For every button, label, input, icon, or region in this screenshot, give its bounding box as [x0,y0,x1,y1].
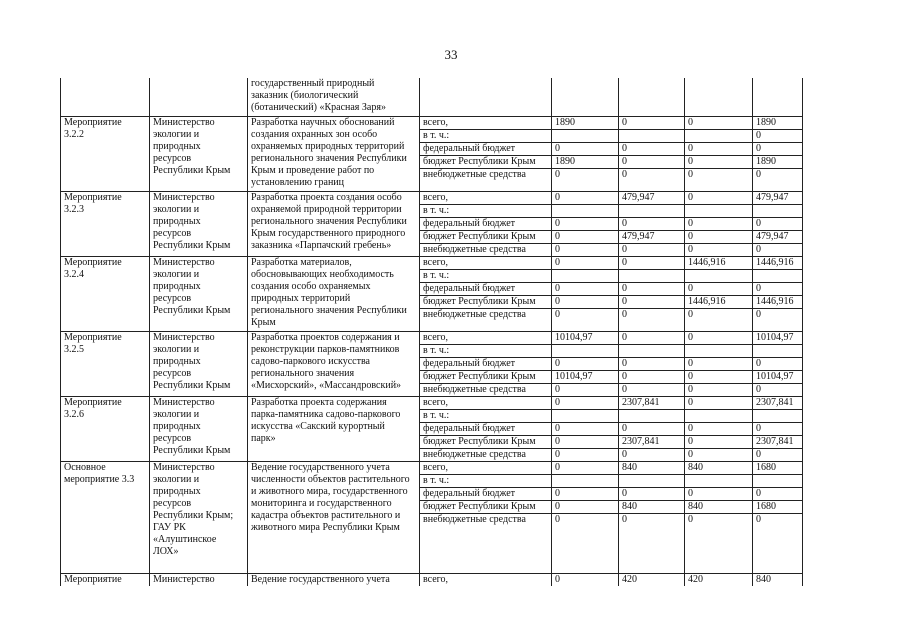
value-year-2: 0 [619,308,685,331]
value-year-2: 0 [619,116,685,129]
funding-source: федеральный бюджет [420,487,552,500]
value-year-1: 0 [552,448,619,461]
value-total: 0 [753,383,803,396]
table-row [61,331,803,344]
funding-source: в т. ч.: [420,474,552,487]
value-year-1: 0 [552,461,619,474]
value-year-2: 420 [619,573,685,586]
measure-executor: Министерство экологии и природных ресурсов Республики Крым [150,256,248,331]
value-year-1: 0 [552,282,619,295]
value-year-1: 0 [552,422,619,435]
measure-executor: Министерство экологии и природных ресурсов Республики Крым [150,331,248,396]
table-row [61,78,803,116]
measure-name: Разработка проекта создания особо охраняемой природной территории регионального значения Республики Крым государственного природного заказника «Парпачский гребень» [248,191,420,256]
funding-source: всего, [420,461,552,474]
value-year-2: 0 [619,357,685,370]
measure-id: Мероприятие 3.2.6 [61,396,150,461]
value-year-1 [552,409,619,422]
value-year-1: 0 [552,435,619,448]
value-year-1: 0 [552,243,619,256]
value-year-3: 0 [685,217,753,230]
measure-executor: Министерство экологии и природных ресурсов Республики Крым [150,191,248,256]
value-year-2: 479,947 [619,191,685,204]
value-year-1: 0 [552,230,619,243]
funding-source: всего, [420,573,552,586]
value-year-1: 1890 [552,155,619,168]
value-total: 1446,916 [753,256,803,269]
measure-id: Мероприятие 3.2.3 [61,191,150,256]
value-year-2 [619,269,685,282]
value-year-3: 0 [685,513,753,573]
funding-source: внебюджетные средства [420,243,552,256]
measure-id: Мероприятие 3.2.4 [61,256,150,331]
funding-source: федеральный бюджет [420,422,552,435]
funding-source: внебюджетные средства [420,308,552,331]
cell-name: государственный природный заказник (биологический (ботанический) «Красная Заря» [248,78,420,116]
value-year-3: 0 [685,383,753,396]
value-year-2: 0 [619,331,685,344]
value-year-2: 0 [619,513,685,573]
value-year-3: 0 [685,282,753,295]
value-total [753,474,803,487]
value-year-1 [552,204,619,217]
value-total: 1680 [753,500,803,513]
funding-source: в т. ч.: [420,269,552,282]
value-total: 0 [753,142,803,155]
value-year-1: 0 [552,357,619,370]
value-year-2: 479,947 [619,230,685,243]
measure-executor: Министерство экологии и природных ресурсов Республики Крым [150,396,248,461]
value-year-1 [552,474,619,487]
funding-source: федеральный бюджет [420,142,552,155]
value-total: 2307,841 [753,396,803,409]
value-year-1: 0 [552,308,619,331]
value-year-3: 0 [685,396,753,409]
value-total: 0 [753,282,803,295]
funding-source: внебюджетные средства [420,168,552,191]
funding-source: бюджет Республики Крым [420,295,552,308]
value-year-3: 0 [685,142,753,155]
value-year-3: 0 [685,422,753,435]
table-row [61,396,803,409]
value-year-2: 0 [619,422,685,435]
funding-source: внебюджетные средства [420,448,552,461]
value-year-3: 0 [685,331,753,344]
value-year-3: 0 [685,308,753,331]
value-year-3 [685,269,753,282]
funding-source: бюджет Республики Крым [420,370,552,383]
measure-name: Разработка проектов содержания и реконструкции парков-памятников садово-паркового искусства регионального значения «Мисхорский», «Массандровский» [248,331,420,396]
value-total: 840 [753,573,803,586]
table-row [61,191,803,204]
funding-source: в т. ч.: [420,204,552,217]
value-year-2: 0 [619,295,685,308]
cell-v2 [619,78,685,116]
funding-source: бюджет Республики Крым [420,435,552,448]
funding-source: всего, [420,116,552,129]
value-total: 0 [753,422,803,435]
value-year-2: 0 [619,487,685,500]
funding-source: в т. ч.: [420,409,552,422]
value-total: 1446,916 [753,295,803,308]
value-year-3: 0 [685,116,753,129]
value-year-2 [619,129,685,142]
value-year-2: 0 [619,155,685,168]
value-total [753,344,803,357]
value-total: 2307,841 [753,435,803,448]
cell-total [753,78,803,116]
value-year-1: 0 [552,396,619,409]
value-year-2: 0 [619,370,685,383]
measure-name: Ведение государственного учета численности объектов растительного и животного мира, государственного мониторинга и государственного кадастра объектов растительного и животного мира Республики Крым [248,461,420,573]
value-year-1: 0 [552,256,619,269]
value-year-1: 0 [552,142,619,155]
table-row [61,116,803,129]
value-year-3: 1446,916 [685,256,753,269]
value-year-3: 0 [685,243,753,256]
cell-v1 [552,78,619,116]
table-row [61,573,803,586]
measure-executor: Министерство [150,573,248,586]
value-year-2: 0 [619,243,685,256]
funding-source: бюджет Республики Крым [420,230,552,243]
value-year-2: 0 [619,168,685,191]
value-total: 0 [753,243,803,256]
value-total: 0 [753,308,803,331]
value-year-2: 840 [619,500,685,513]
value-total: 0 [753,513,803,573]
funding-source: федеральный бюджет [420,357,552,370]
funding-source: внебюджетные средства [420,513,552,573]
value-year-3 [685,129,753,142]
value-year-3: 840 [685,461,753,474]
value-total: 1890 [753,155,803,168]
value-year-2: 2307,841 [619,396,685,409]
value-total: 0 [753,487,803,500]
value-total: 10104,97 [753,331,803,344]
value-year-2 [619,344,685,357]
value-year-2: 0 [619,448,685,461]
value-total [753,269,803,282]
value-year-1: 0 [552,500,619,513]
value-year-3: 0 [685,435,753,448]
value-year-3: 0 [685,487,753,500]
measure-id: Основное мероприятие 3.3 [61,461,150,573]
funding-source: в т. ч.: [420,344,552,357]
value-year-1: 0 [552,383,619,396]
value-total: 1680 [753,461,803,474]
value-year-2: 840 [619,461,685,474]
value-total: 1890 [753,116,803,129]
value-year-3: 0 [685,370,753,383]
value-year-2 [619,474,685,487]
funding-source: бюджет Республики Крым [420,155,552,168]
value-total: 0 [753,168,803,191]
value-year-3 [685,344,753,357]
funding-source: всего, [420,191,552,204]
value-year-3: 1446,916 [685,295,753,308]
value-year-2: 0 [619,142,685,155]
value-total [753,204,803,217]
measure-id: Мероприятие 3.2.2 [61,116,150,191]
value-total: 10104,97 [753,370,803,383]
value-year-1: 0 [552,191,619,204]
page-number: 33 [444,47,458,62]
value-year-2: 0 [619,217,685,230]
value-year-3: 0 [685,448,753,461]
funding-source: федеральный бюджет [420,282,552,295]
cell-executor [150,78,248,116]
value-year-2: 0 [619,256,685,269]
cell-source [420,78,552,116]
funding-source: бюджет Республики Крым [420,500,552,513]
value-total: 479,947 [753,191,803,204]
cell-v3 [685,78,753,116]
value-year-1: 10104,97 [552,370,619,383]
measure-name: Разработка проекта содержания парка-памятника садово-паркового искусства «Сакский курортный парк» [248,396,420,461]
budget-table [60,78,803,586]
table-row [61,461,803,474]
funding-source: федеральный бюджет [420,217,552,230]
value-year-1: 10104,97 [552,331,619,344]
value-year-3: 0 [685,230,753,243]
table-body [61,78,803,586]
funding-source: всего, [420,256,552,269]
funding-source: всего, [420,331,552,344]
measure-name: Разработка материалов, обосновывающих необходимость создания особо охраняемых природных территорий регионального значения Республики Крым [248,256,420,331]
table-row [61,256,803,269]
value-year-1: 0 [552,217,619,230]
value-year-1: 0 [552,487,619,500]
measure-executor: Министерство экологии и природных ресурсов Республики Крым [150,116,248,191]
measure-id: Мероприятие [61,573,150,586]
value-year-3: 0 [685,357,753,370]
value-year-3: 0 [685,191,753,204]
value-year-1: 0 [552,295,619,308]
value-year-1 [552,129,619,142]
measure-name: Ведение государственного учета [248,573,420,586]
value-year-2: 2307,841 [619,435,685,448]
value-year-3 [685,474,753,487]
value-year-1 [552,344,619,357]
value-year-1: 0 [552,513,619,573]
value-total: 0 [753,357,803,370]
funding-source: всего, [420,396,552,409]
value-total: 479,947 [753,230,803,243]
value-total: 0 [753,217,803,230]
value-total: 0 [753,448,803,461]
value-year-1: 1890 [552,116,619,129]
value-year-3 [685,409,753,422]
measure-executor: Министерство экологии и природных ресурсов Республики Крым; ГАУ РК «Алуштинское ЛОХ» [150,461,248,573]
value-year-3 [685,204,753,217]
value-year-3: 0 [685,155,753,168]
value-year-3: 420 [685,573,753,586]
funding-source: в т. ч.: [420,129,552,142]
cell-id [61,78,150,116]
value-year-1: 0 [552,168,619,191]
value-year-2 [619,409,685,422]
value-year-2: 0 [619,383,685,396]
value-year-3: 840 [685,500,753,513]
value-total: 0 [753,129,803,142]
measure-name: Разработка научных обоснований создания охранных зон особо охраняемых природных территорий регионального значения Республики Крым и проведение работ по установлению границ [248,116,420,191]
funding-source: внебюджетные средства [420,383,552,396]
value-year-1 [552,269,619,282]
value-year-3: 0 [685,168,753,191]
measure-id: Мероприятие 3.2.5 [61,331,150,396]
value-year-1: 0 [552,573,619,586]
value-year-2 [619,204,685,217]
value-year-2: 0 [619,282,685,295]
value-total [753,409,803,422]
